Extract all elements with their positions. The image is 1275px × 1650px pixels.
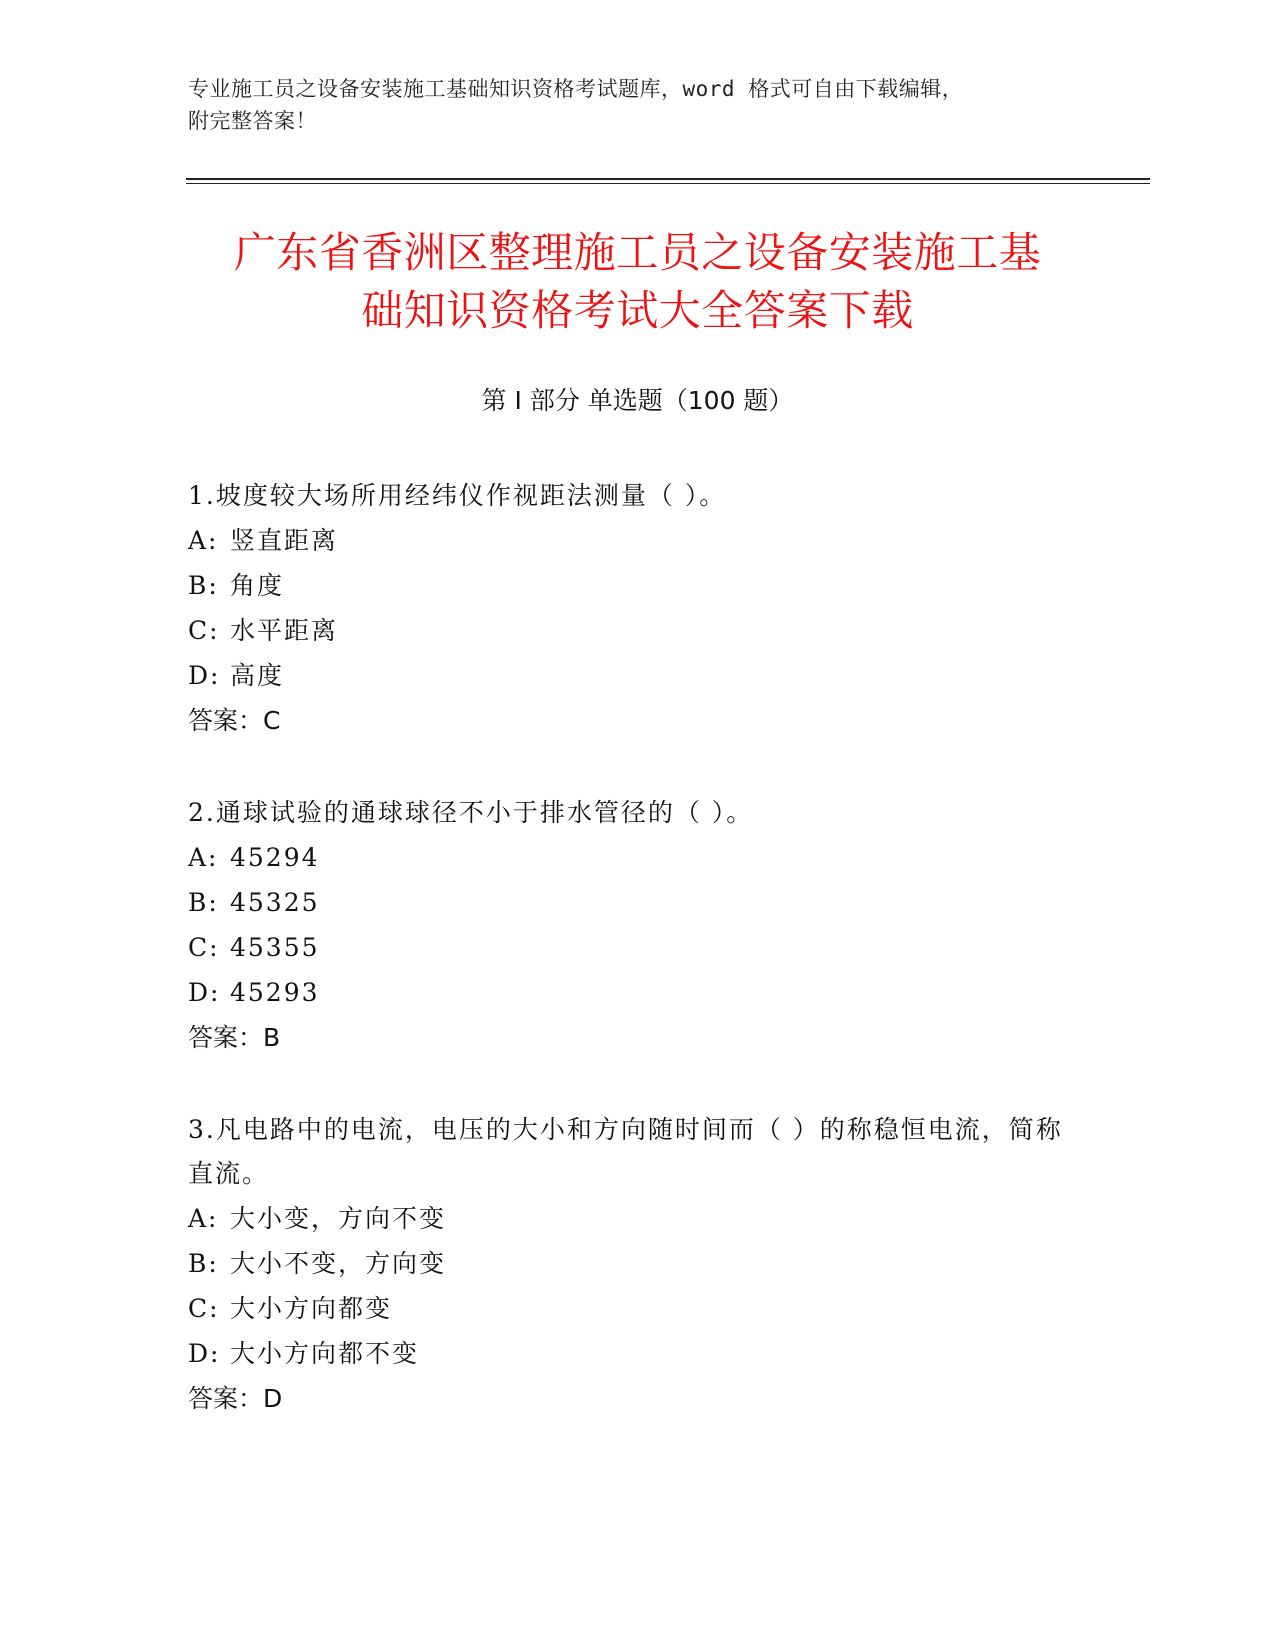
option-b	[188, 563, 1088, 608]
option-key: D:	[188, 978, 221, 1007]
option-text: 高度	[230, 661, 285, 690]
question-stem: 2.通球试验的通球球径不小于排水管径的（ ）。	[188, 798, 754, 827]
option-text: 大小变，方向不变	[230, 1204, 447, 1233]
option-text: 角度	[230, 571, 285, 600]
question-stem: 3.凡电路中的电流，电压的大小和方向随时间而（ ）的称稳恒电流，简称直流。	[188, 1115, 1063, 1188]
option-text: 大小方向都不变	[230, 1339, 420, 1368]
option-key: C:	[188, 933, 220, 962]
option-a	[188, 518, 1088, 563]
question-2	[188, 791, 1088, 1060]
option-key: B:	[188, 888, 219, 917]
document-title-line-2: 础知识资格考试大全答案下载	[361, 286, 914, 335]
answer-line: 答案：B	[188, 1023, 281, 1052]
option-text: 大小方向都变	[230, 1294, 393, 1323]
answer-line: 答案：C	[188, 706, 281, 735]
document-title-line-1: 广东省香洲区整理施工员之设备安装施工基	[233, 228, 1042, 277]
option-a	[188, 835, 1088, 880]
option-key: D:	[188, 1339, 221, 1368]
question-stem: 1.坡度较大场所用经纬仪作视距法测量（ ）。	[188, 481, 727, 510]
question-3	[188, 1108, 1088, 1421]
document-title	[150, 224, 1125, 340]
answer-line: 答案：D	[188, 1384, 283, 1413]
question-1	[188, 474, 1088, 743]
option-key: A:	[188, 1204, 219, 1233]
option-key: A:	[188, 526, 219, 555]
option-text: 45325	[230, 888, 320, 917]
option-text: 大小不变，方向变	[230, 1249, 447, 1278]
section-heading: 第 I 部分 单选题（100 题）	[481, 386, 794, 415]
header-note-line-2: 附完整答案！	[188, 109, 317, 133]
header-note	[188, 73, 1068, 137]
option-key: C:	[188, 1294, 220, 1323]
option-d	[188, 1331, 1088, 1376]
option-key: A:	[188, 843, 219, 872]
header-divider-thick	[186, 178, 1150, 180]
option-key: D:	[188, 661, 221, 690]
option-d	[188, 653, 1088, 698]
option-key: B:	[188, 1249, 219, 1278]
option-text: 竖直距离	[230, 526, 339, 555]
header-note-line-1: 专业施工员之设备安装施工基础知识资格考试题库，word 格式可自由下载编辑，	[188, 77, 964, 101]
option-text: 45293	[230, 978, 320, 1007]
option-c	[188, 1286, 1088, 1331]
option-c	[188, 608, 1088, 653]
header-divider-thin	[186, 183, 1150, 184]
option-key: B:	[188, 571, 219, 600]
option-a	[188, 1196, 1088, 1241]
option-d	[188, 970, 1088, 1015]
option-b	[188, 880, 1088, 925]
option-b	[188, 1241, 1088, 1286]
option-text: 45294	[230, 843, 320, 872]
option-key: C:	[188, 616, 220, 645]
option-text: 水平距离	[230, 616, 339, 645]
option-c	[188, 925, 1088, 970]
option-text: 45355	[230, 933, 320, 962]
